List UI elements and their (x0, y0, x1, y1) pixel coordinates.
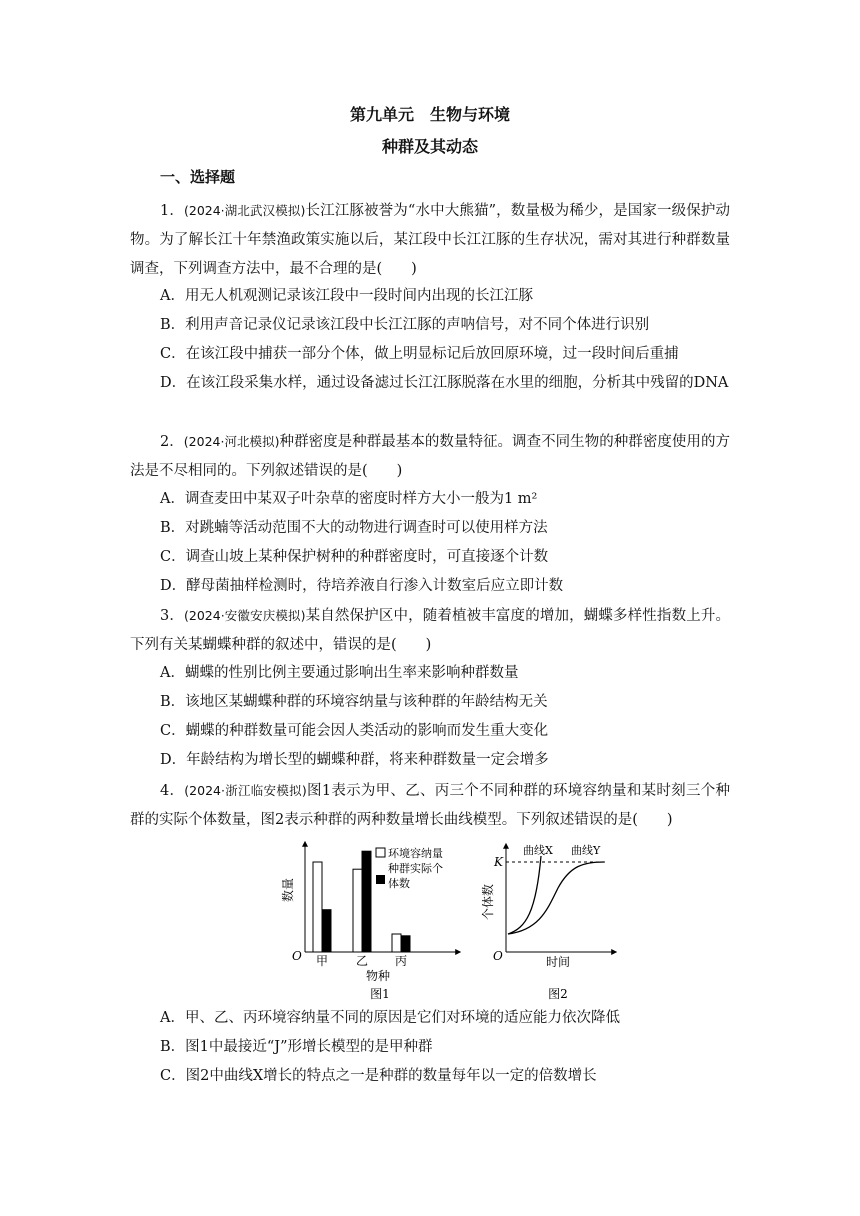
legend-swatch-actual (376, 875, 385, 884)
question-source: (2024·河北模拟) (183, 434, 280, 449)
question-source: (2024·浙江临安模拟) (184, 783, 307, 798)
option-c: C．在该江段中捕获一部分个体，做上明显标记后放回原环境，过一段时间后重捕 (160, 346, 679, 362)
option-a: A．调查麦田中某双子叶杂草的密度时样方大小一般为1 m² (160, 491, 538, 507)
option-c: C．图2中曲线X增长的特点之一是种群的数量每年以一定的倍数增长 (160, 1068, 597, 1084)
x-axis-label: 时间 (545, 955, 571, 969)
option-c: C．调查山坡上某种保护树种的种群密度时，可直接逐个计数 (160, 549, 549, 565)
category-label: 丙 (394, 954, 408, 968)
question-number: 4． (160, 783, 185, 799)
legend-label-actual-line1: 种群实际个 (388, 862, 443, 875)
question-number: 2． (160, 434, 184, 450)
figure-2-growth-curves (478, 838, 628, 1006)
option-b: B．图1中最接近“J”形增长模型的是甲种群 (160, 1039, 433, 1055)
figure-1-bar-chart (280, 838, 480, 1006)
question-text: 图1表示为甲、乙、丙三个不同种群的环境容纳量和某时刻三个种群的实际个体数量，图2表示种群的两种数量增长曲线模型。下列叙述错误的是( ) (130, 783, 730, 828)
y-axis-label: 个体数 (481, 883, 495, 921)
option-b: B．该地区某蝴蝶种群的环境容纳量与该种群的年龄结构无关 (160, 694, 548, 710)
origin-label: O (292, 949, 302, 963)
x-axis-label: 物种 (365, 969, 391, 983)
section-heading: 一、选择题 (160, 168, 236, 186)
k-label: K (494, 855, 503, 869)
bar-乙-actual (362, 851, 371, 952)
question-text: 某自然保护区中，随着植被丰富度的增加，蝴蝶多样性指数上升。下列有关某蝴蝶种群的叙述中，错误的是( ) (130, 608, 730, 653)
figure-caption: 图1 (370, 987, 390, 1001)
legend-swatch-capacity (376, 848, 385, 857)
option-d: D．在该江段采集水样，通过设备滤过长江江豚脱落在水里的细胞，分析其中残留的DNA (160, 375, 729, 391)
legend-label-actual-line2: 体数 (388, 877, 410, 890)
question-1-stem (130, 196, 730, 284)
question-source: (2024·湖北武汉模拟) (183, 203, 306, 218)
lesson-title: 种群及其动态 (381, 137, 478, 156)
option-c: C．蝴蝶的种群数量可能会因人类活动的影响而发生重大变化 (160, 723, 549, 739)
question-number: 3． (160, 608, 184, 624)
option-d: D．年龄结构为增长型的蝴蝶种群，将来种群数量一定会增多 (160, 752, 549, 768)
question-text: 种群密度是种群最基本的数量特征。调查不同生物的种群密度使用的方法是不尽相同的。下列叙述错误的是( ) (130, 434, 730, 479)
option-d: D．酵母菌抽样检测时，待培养液自行渗入计数室后应立即计数 (160, 578, 564, 594)
y-axis-label: 数量 (281, 877, 295, 903)
option-b: B．利用声音记录仪记录该江段中长江江豚的声呐信号，对不同个体进行识别 (160, 317, 650, 333)
bar-甲-actual (322, 910, 331, 952)
question-4-stem (130, 776, 730, 835)
curve-x-label: 曲线X (523, 844, 553, 857)
curve-y-label: 曲线Y (571, 844, 601, 857)
question-3-stem (130, 601, 730, 660)
origin-label: O (493, 949, 503, 963)
bar-丙-actual (401, 936, 410, 952)
curve-y-line (508, 862, 604, 934)
category-label: 甲 (315, 954, 329, 968)
bar-甲-capacity (313, 862, 322, 952)
category-ticks-group (316, 954, 407, 968)
bar-乙-capacity (353, 869, 362, 952)
question-number: 1． (160, 203, 184, 219)
question-2-stem (130, 427, 730, 486)
unit-title: 第九单元 生物与环境 (349, 105, 510, 124)
legend-label-capacity: 环境容纳量 (388, 847, 443, 860)
question-source: (2024·安徽安庆模拟) (184, 608, 306, 623)
option-a: A．甲、乙、丙环境容纳量不同的原因是它们对环境的适应能力依次降低 (160, 1010, 620, 1026)
figure-caption: 图2 (548, 987, 568, 1001)
legend (376, 846, 443, 890)
category-label: 乙 (355, 954, 369, 968)
bar-丙-capacity (392, 934, 401, 952)
option-a: A．用无人机观测记录该江段中一段时间内出现的长江江豚 (160, 288, 533, 304)
question-text: 长江江豚被誉为“水中大熊猫”，数量极为稀少，是国家一级保护动物。为了解长江十年禁渔政策实施以后，某江段中长江江豚的生存状况，需对其进行种群数量调查，下列调查方法中，最不合理的是( ) (130, 203, 730, 277)
option-b: B．对跳蝻等活动范围不大的动物进行调查时可以使用样方法 (160, 520, 548, 536)
option-a: A．蝴蝶的性别比例主要通过影响出生率来影响种群数量 (160, 665, 519, 681)
